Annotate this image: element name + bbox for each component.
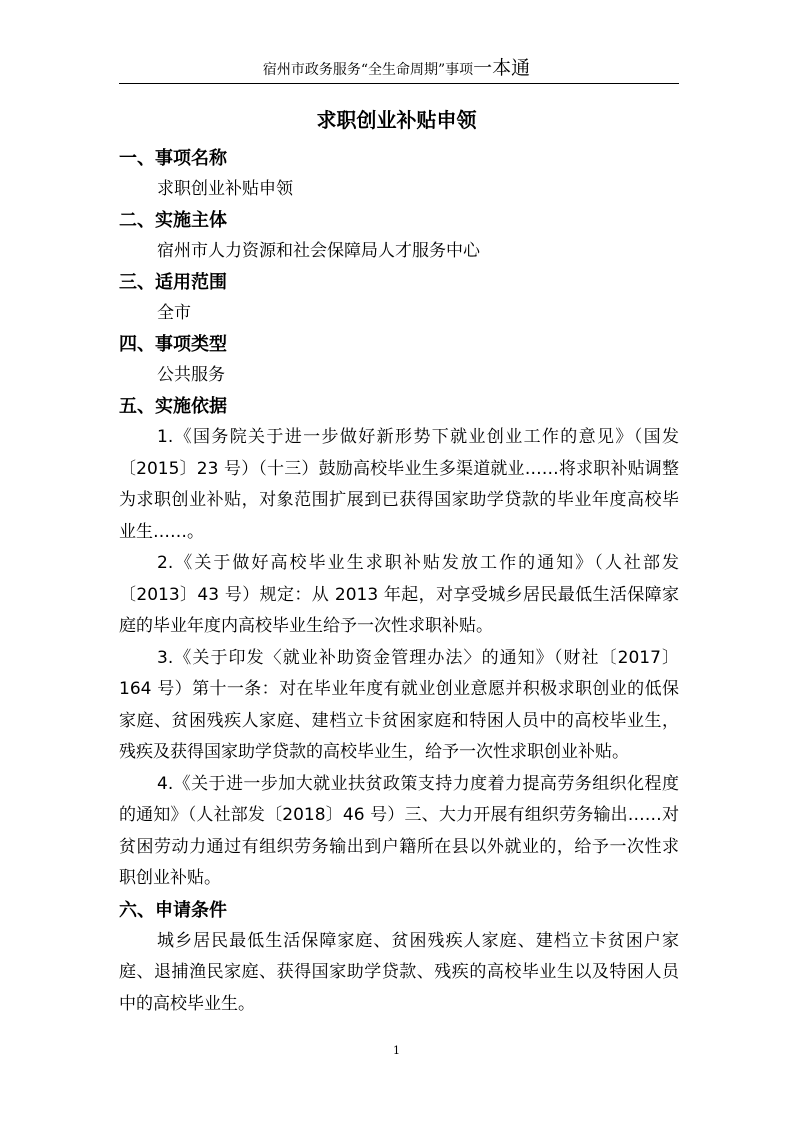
header-text-large: 一本通 — [473, 57, 531, 79]
section-legal-basis — [119, 391, 679, 895]
conditions-paragraph: 城乡居民最低生活保障家庭、贫困残疾人家庭、建档立卡贫困户家庭、退捕渔民家庭、获得国家助学贷款、残疾的高校毕业生以及特困人员中的高校毕业生。 — [119, 930, 679, 1014]
page-header — [0, 58, 793, 80]
section-heading: 四、事项类型 — [119, 334, 227, 355]
section-heading: 五、实施依据 — [119, 396, 227, 417]
section-value: 宿州市人力资源和社会保障局人才服务中心 — [157, 241, 480, 261]
section-item-type — [119, 329, 679, 391]
section-item-name — [119, 143, 679, 205]
section-value: 公共服务 — [157, 365, 225, 385]
basis-paragraph: 3.《关于印发〈就业补助资金管理办法〉的通知》（财社〔2017〕164 号）第十一条：对在毕业年度有就业创业意愿并积极求职创业的低保家庭、贫困残疾人家庭、建档立卡贫困家庭和特困人员中的高校毕业生，残疾及获得国家助学贷款的高校毕业生，给予一次性求职创业补贴。 — [119, 647, 679, 762]
section-value: 求职创业补贴申领 — [157, 179, 293, 199]
section-heading: 三、适用范围 — [119, 272, 227, 293]
document-body — [119, 143, 679, 1020]
basis-paragraph: 1.《国务院关于进一步做好新形势下就业创业工作的意见》（国发〔2015〕23 号）（十三）鼓励高校毕业生多渠道就业……将求职补贴调整为求职创业补贴，对象范围扩展到已获得国家助学贷款的毕业年度高校毕业生……。 — [119, 427, 679, 542]
header-divider — [119, 83, 679, 84]
basis-paragraph: 2.《关于做好高校毕业生求职补贴发放工作的通知》（人社部发〔2013〕43 号）规定：从 2013 年起，对享受城乡居民最低生活保障家庭的毕业年度内高校毕业生给予一次性求职补贴。 — [119, 553, 679, 636]
document-title: 求职创业补贴申领 — [316, 108, 477, 132]
header-text: 宿州市政务服务“全生命周期”事项 — [262, 62, 474, 78]
section-value: 全市 — [157, 303, 191, 323]
section-heading: 六、申请条件 — [119, 899, 227, 921]
section-heading: 一、事项名称 — [119, 148, 227, 169]
section-heading: 二、实施主体 — [119, 210, 227, 231]
section-conditions — [119, 895, 679, 1021]
section-scope — [119, 267, 679, 329]
page-number: 1 — [393, 1044, 400, 1057]
basis-paragraph: 4.《关于进一步加大就业扶贫政策支持力度着力提高劳务组织化程度的通知》（人社部发〔2018〕46 号）三、大力开展有组织劳务输出……对贫困劳动力通过有组织劳务输出到户籍所在县以外就业的，给予一次性求职创业补贴。 — [119, 773, 679, 888]
section-implementing-body — [119, 205, 679, 267]
